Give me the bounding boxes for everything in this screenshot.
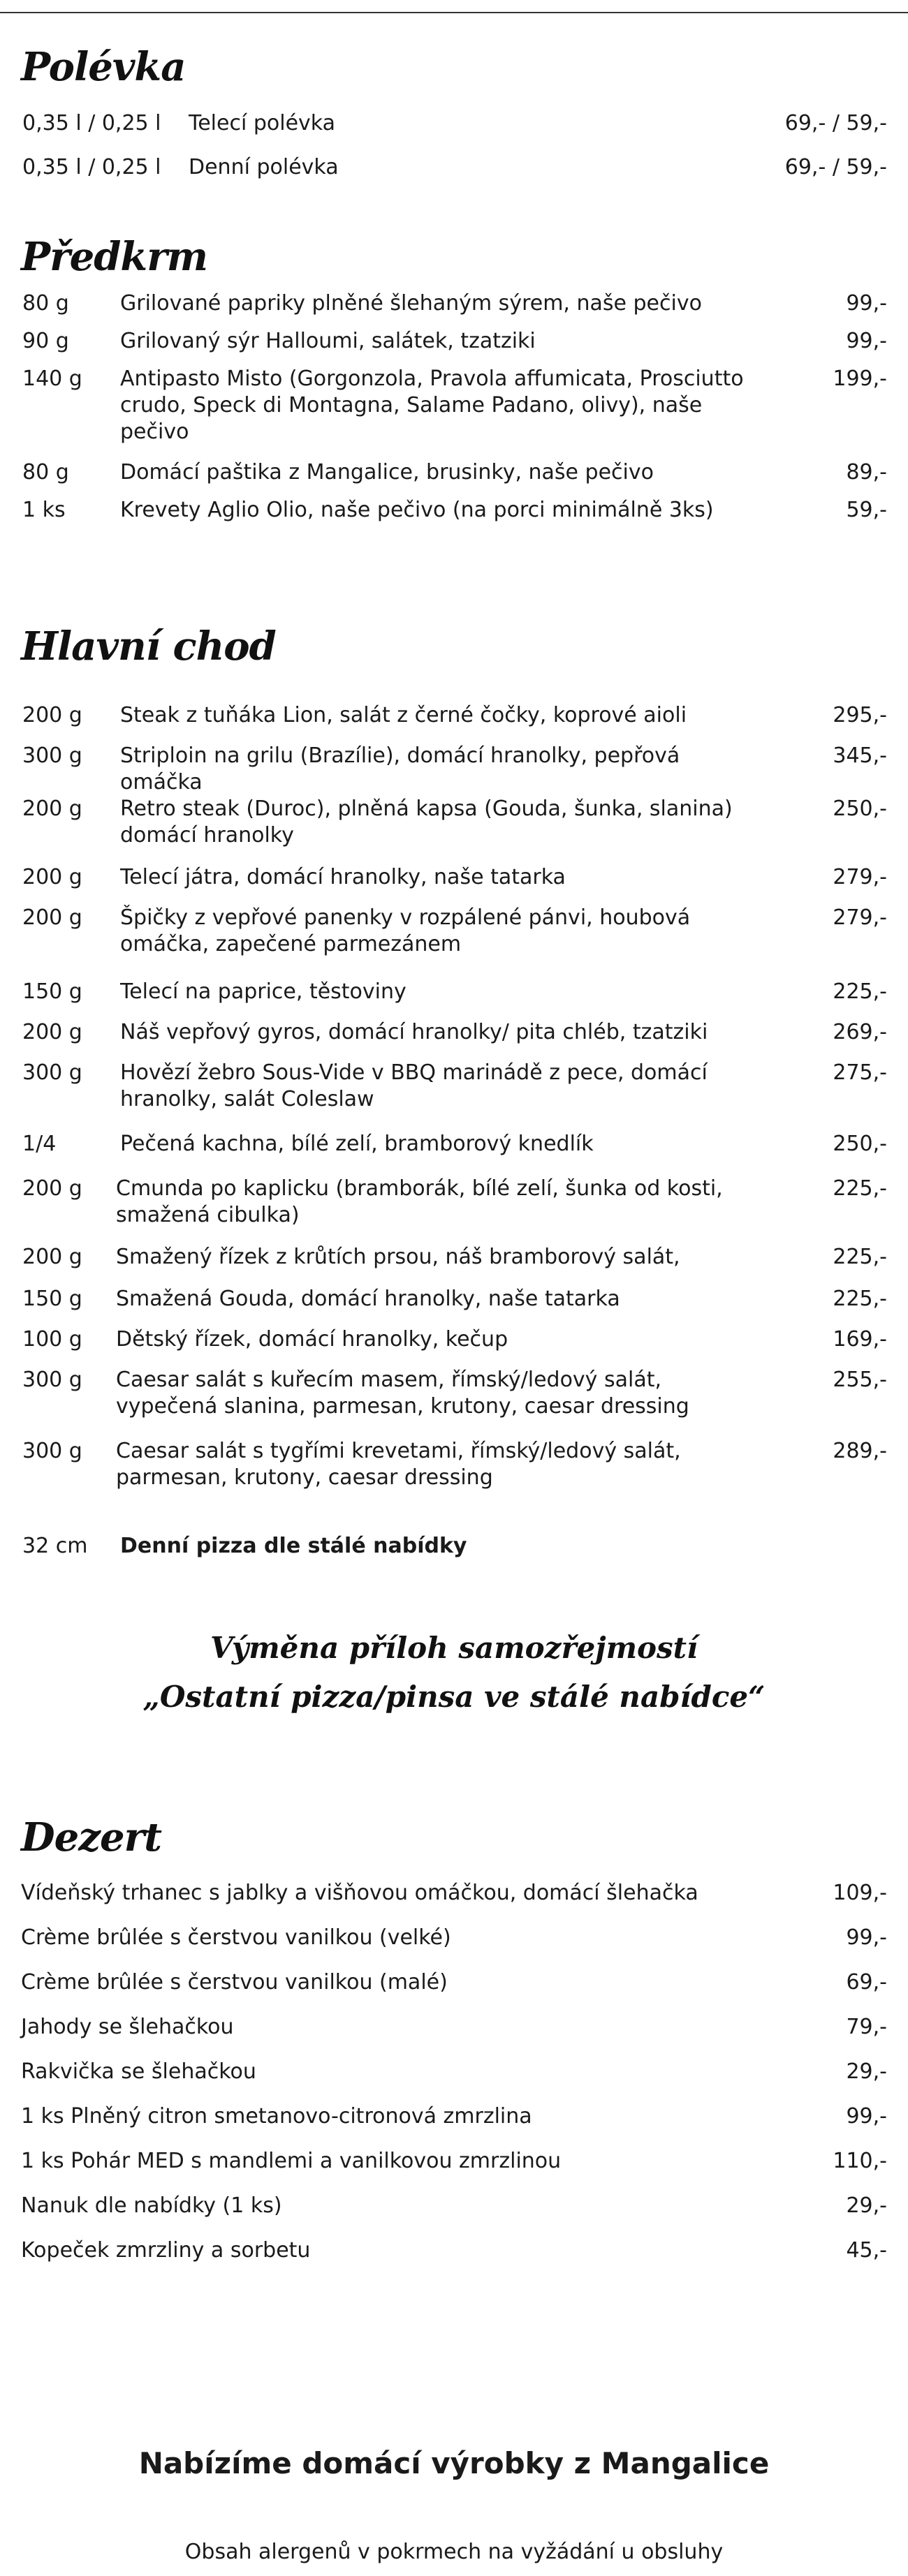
item-price: 275,- [833,1060,887,1085]
item-price: 255,- [833,1368,887,1392]
item-name: Smažená Gouda, domácí hranolky, naše tatarka [116,1287,620,1311]
item-name: Steak z tuňáka Lion, salát z černé čočky, koprové aioli [120,703,687,727]
item-name: Telecí játra, domácí hranolky, naše tatarka [120,865,566,889]
pizza-note: „Ostatní pizza/pinsa ve stálé nabídce“ [142,1680,766,1714]
item-quantity: 80 g [22,460,69,484]
item-quantity: 200 g [22,1176,82,1201]
item-name: Caesar salát s kuřecím masem, římský/ledový salát, vypečená slanina, parmesan, krutony, caesar dressing [116,1368,689,1419]
item-price: 110,- [833,2149,887,2173]
item-name: Jahody se šlehačkou [21,2015,234,2039]
item-name: Telecí polévka [189,111,336,135]
item-name: Dětský řízek, domácí hranolky, kečup [116,1327,508,1352]
item-price: 225,- [833,1287,887,1311]
item-price: 269,- [833,1020,887,1044]
item-quantity: 1/4 [22,1132,57,1156]
item-quantity: 0,35 l / 0,25 l [22,155,161,179]
item-price: 99,- [846,329,887,353]
item-price: 289,- [833,1439,887,1463]
item-price: 59,- [846,498,887,522]
item-quantity: 150 g [22,1287,82,1311]
item-name: Grilovaný sýr Halloumi, salátek, tzatziki [120,329,536,353]
item-price: 99,- [846,2104,887,2129]
item-name: 1 ks Plněný citron smetanovo-citronová zmrzlina [21,2104,532,2129]
item-name: Crème brûlée s čerstvou vanilkou (malé) [21,1970,448,1994]
section-title-mains: Hlavní chod [21,623,276,669]
item-name: Krevety Aglio Olio, naše pečivo (na porci minimálně 3ks) [120,498,714,522]
item-quantity: 200 g [22,1020,82,1044]
item-name: Denní pizza dle stálé nabídky [120,1534,467,1558]
item-name: Nanuk dle nabídky (1 ks) [21,2193,282,2218]
top-divider [0,12,908,13]
item-price: 169,- [833,1327,887,1352]
item-name: Cmunda po kaplicku (bramborák, bílé zelí, šunka od kosti, smažená cibulka) [116,1176,723,1227]
item-price: 69,- [846,1970,887,1994]
item-quantity: 200 g [22,905,82,930]
item-price: 69,- / 59,- [784,111,887,135]
section-title-starters: Předkrm [21,234,207,280]
item-price: 99,- [846,1925,887,1950]
item-price: 69,- / 59,- [784,155,887,179]
item-price: 279,- [833,905,887,930]
item-quantity: 80 g [22,291,69,316]
item-name: Retro steak (Duroc), plněná kapsa (Gouda, šunka, slanina) domácí hranolky [120,797,733,847]
item-name: Rakvička se šlehačkou [21,2059,256,2084]
item-name: Antipasto Misto (Gorgonzola, Pravola affumicata, Prosciutto crudo, Speck di Montagna, Salame Padano, olivy), naše pečivo [120,367,744,444]
item-quantity: 300 g [22,1368,82,1392]
item-price: 79,- [846,2015,887,2039]
item-name: Kopeček zmrzliny a sorbetu [21,2238,311,2263]
item-price: 29,- [846,2059,887,2084]
item-name: Smažený řízek z krůtích prsou, náš bramborový salát, [116,1245,680,1269]
item-price: 250,- [833,1132,887,1156]
item-price: 45,- [846,2238,887,2263]
item-price: 279,- [833,865,887,889]
item-price: 225,- [833,979,887,1004]
item-name: Domácí paštika z Mangalice, brusinky, naše pečivo [120,460,654,484]
item-quantity: 1 ks [22,498,66,522]
item-price: 109,- [833,1881,887,1905]
item-name: Náš vepřový gyros, domácí hranolky/ pita chléb, tzatziki [120,1020,708,1044]
item-name: 1 ks Pohár MED s mandlemi a vanilkovou zmrzlinou [21,2149,562,2173]
item-quantity: 90 g [22,329,69,353]
item-name: Pečená kachna, bílé zelí, bramborový knedlík [120,1132,594,1156]
item-quantity: 32 cm [22,1534,88,1558]
side-swap-note: Výměna příloh samozřejmostí [210,1631,698,1665]
item-price: 225,- [833,1176,887,1201]
item-price: 89,- [846,460,887,484]
item-quantity: 150 g [22,979,82,1004]
item-name: Špičky z vepřové panenky v rozpálené pánvi, houbová omáčka, zapečené parmezánem [120,905,691,956]
item-price: 29,- [846,2193,887,2218]
allergen-note: Obsah alergenů v pokrmech na vyžádání u obsluhy [184,2540,724,2564]
item-quantity: 200 g [22,797,82,821]
item-quantity: 100 g [22,1327,82,1352]
item-quantity: 200 g [22,703,82,727]
item-quantity: 200 g [22,1245,82,1269]
item-price: 250,- [833,797,887,821]
item-quantity: 300 g [22,1439,82,1463]
item-name: Hovězí žebro Sous-Vide v BBQ marinádě z pece, domácí hranolky, salát Coleslaw [120,1060,708,1111]
item-price: 295,- [833,703,887,727]
mangalica-promo: Nabízíme domácí výrobky z Mangalice [138,2446,770,2480]
section-title-soups: Polévka [21,44,186,90]
item-quantity: 0,35 l / 0,25 l [22,111,161,135]
item-name: Crème brûlée s čerstvou vanilkou (velké) [21,1925,451,1950]
item-price: 225,- [833,1245,887,1269]
item-quantity: 200 g [22,865,82,889]
item-name: Denní polévka [189,155,339,179]
item-price: 99,- [846,291,887,316]
item-price: 345,- [833,743,887,768]
item-name: Caesar salát s tygřími krevetami, římský/ledový salát, parmesan, krutony, caesar dressing [116,1439,681,1490]
item-name: Striploin na grilu (Brazílie), domácí hranolky, pepřová omáčka [120,743,680,794]
section-title-desserts: Dezert [21,1814,161,1860]
item-quantity: 300 g [22,1060,82,1085]
item-name: Grilované papriky plněné šlehaným sýrem, naše pečivo [120,291,702,316]
item-quantity: 140 g [22,367,82,391]
item-quantity: 300 g [22,743,82,768]
item-name: Vídeňský trhanec s jablky a višňovou omáčkou, domácí šlehačka [21,1881,698,1905]
item-name: Telecí na paprice, těstoviny [120,979,407,1004]
item-price: 199,- [833,367,887,391]
